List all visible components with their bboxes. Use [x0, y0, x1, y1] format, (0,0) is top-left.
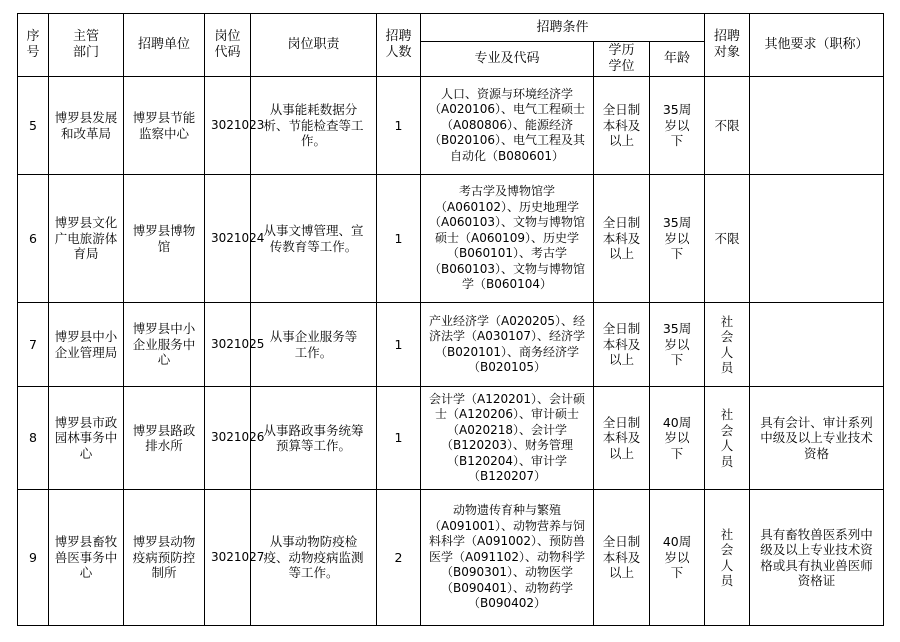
cell-count: 2: [377, 490, 421, 626]
cell-other: [750, 175, 884, 303]
table-row: [18, 303, 884, 387]
cell-other: [750, 303, 884, 387]
header-major: 专业及代码: [421, 42, 594, 77]
header-other: 其他要求（职称）: [750, 14, 884, 77]
cell-edu: 全日制本科及以上: [594, 175, 650, 303]
cell-duty: 从事路政事务统筹预算等工作。: [251, 387, 377, 490]
cell-major: 考古学及博物馆学（A060102）、历史地理学（A060103）、文物与博物馆硕士（A060109）、历史学（B060101）、考古学（B060103）、文物与博物馆学（B060104）: [421, 175, 594, 303]
cell-age: 40周岁以下: [650, 387, 705, 490]
cell-other: [750, 77, 884, 175]
cell-age: 35周岁以下: [650, 303, 705, 387]
cell-edu: 全日制本科及以上: [594, 303, 650, 387]
cell-other: 具有畜牧兽医系列中级及以上专业技术资格或具有执业兽医师资格证: [750, 490, 884, 626]
cell-age: 35周岁以下: [650, 175, 705, 303]
cell-edu: 全日制本科及以上: [594, 490, 650, 626]
header-duty: 岗位职责: [251, 14, 377, 77]
cell-duty: 从事动物防疫检疫、动物疫病监测等工作。: [251, 490, 377, 626]
cell-code: 3021027: [205, 490, 251, 626]
cell-code: 3021023: [205, 77, 251, 175]
table-row: [18, 387, 884, 490]
header-dept: 主管部门: [49, 14, 124, 77]
header-count: 招聘人数: [377, 14, 421, 77]
cell-dept: 博罗县发展和改革局: [49, 77, 124, 175]
cell-seq: 7: [18, 303, 49, 387]
cell-code: 3021025: [205, 303, 251, 387]
cell-seq: 8: [18, 387, 49, 490]
cell-duty: 从事企业服务等工作。: [251, 303, 377, 387]
cell-target: 不限: [705, 175, 750, 303]
cell-edu: 全日制本科及以上: [594, 387, 650, 490]
header-edu: 学历学位: [594, 42, 650, 77]
cell-age: 35周岁以下: [650, 77, 705, 175]
table-row: [18, 77, 884, 175]
cell-dept: 博罗县市政园林事务中心: [49, 387, 124, 490]
table-row: [18, 490, 884, 626]
cell-duty: 从事文博管理、宣传教育等工作。: [251, 175, 377, 303]
cell-major: 产业经济学（A020205）、经济法学（A030107）、经济学（B020101）、商务经济学（B020105）: [421, 303, 594, 387]
cell-target: 不限: [705, 77, 750, 175]
cell-count: 1: [377, 303, 421, 387]
header-seq: 序号: [18, 14, 49, 77]
cell-unit: 博罗县中小企业服务中心: [124, 303, 205, 387]
cell-dept: 博罗县文化广电旅游体育局: [49, 175, 124, 303]
cell-target: 社会人员: [705, 490, 750, 626]
cell-other: 具有会计、审计系列中级及以上专业技术资格: [750, 387, 884, 490]
header-age: 年龄: [650, 42, 705, 77]
cell-dept: 博罗县中小企业管理局: [49, 303, 124, 387]
cell-target: 社会人员: [705, 303, 750, 387]
cell-dept: 博罗县畜牧兽医事务中心: [49, 490, 124, 626]
header-code: 岗位代码: [205, 14, 251, 77]
header-unit: 招聘单位: [124, 14, 205, 77]
header-conditions: 招聘条件: [421, 14, 705, 42]
cell-seq: 9: [18, 490, 49, 626]
cell-major: 人口、资源与环境经济学（A020106）、电气工程硕士（A080806）、能源经济（B020106）、电气工程及其自动化（B080601）: [421, 77, 594, 175]
cell-code: 3021026: [205, 387, 251, 490]
cell-unit: 博罗县路政排水所: [124, 387, 205, 490]
cell-edu: 全日制本科及以上: [594, 77, 650, 175]
cell-unit: 博罗县节能监察中心: [124, 77, 205, 175]
cell-count: 1: [377, 175, 421, 303]
cell-major: 动物遗传育种与繁殖（A091001）、动物营养与饲料科学（A091002）、预防兽医学（A091102）、动物科学（B090301）、动物医学（B090401）、动物药学（B090402）: [421, 490, 594, 626]
cell-major: 会计学（A120201）、会计硕士（A120206）、审计硕士（A020218）、会计学（B120203）、财务管理（B120204）、审计学（B120207）: [421, 387, 594, 490]
table-row: [18, 175, 884, 303]
cell-duty: 从事能耗数据分析、节能检查等工作。: [251, 77, 377, 175]
header-target: 招聘对象: [705, 14, 750, 77]
cell-unit: 博罗县动物疫病预防控制所: [124, 490, 205, 626]
cell-seq: 5: [18, 77, 49, 175]
cell-count: 1: [377, 77, 421, 175]
recruitment-table: [17, 13, 884, 626]
cell-seq: 6: [18, 175, 49, 303]
cell-unit: 博罗县博物馆: [124, 175, 205, 303]
cell-count: 1: [377, 387, 421, 490]
cell-age: 40周岁以下: [650, 490, 705, 626]
cell-code: 3021024: [205, 175, 251, 303]
cell-target: 社会人员: [705, 387, 750, 490]
